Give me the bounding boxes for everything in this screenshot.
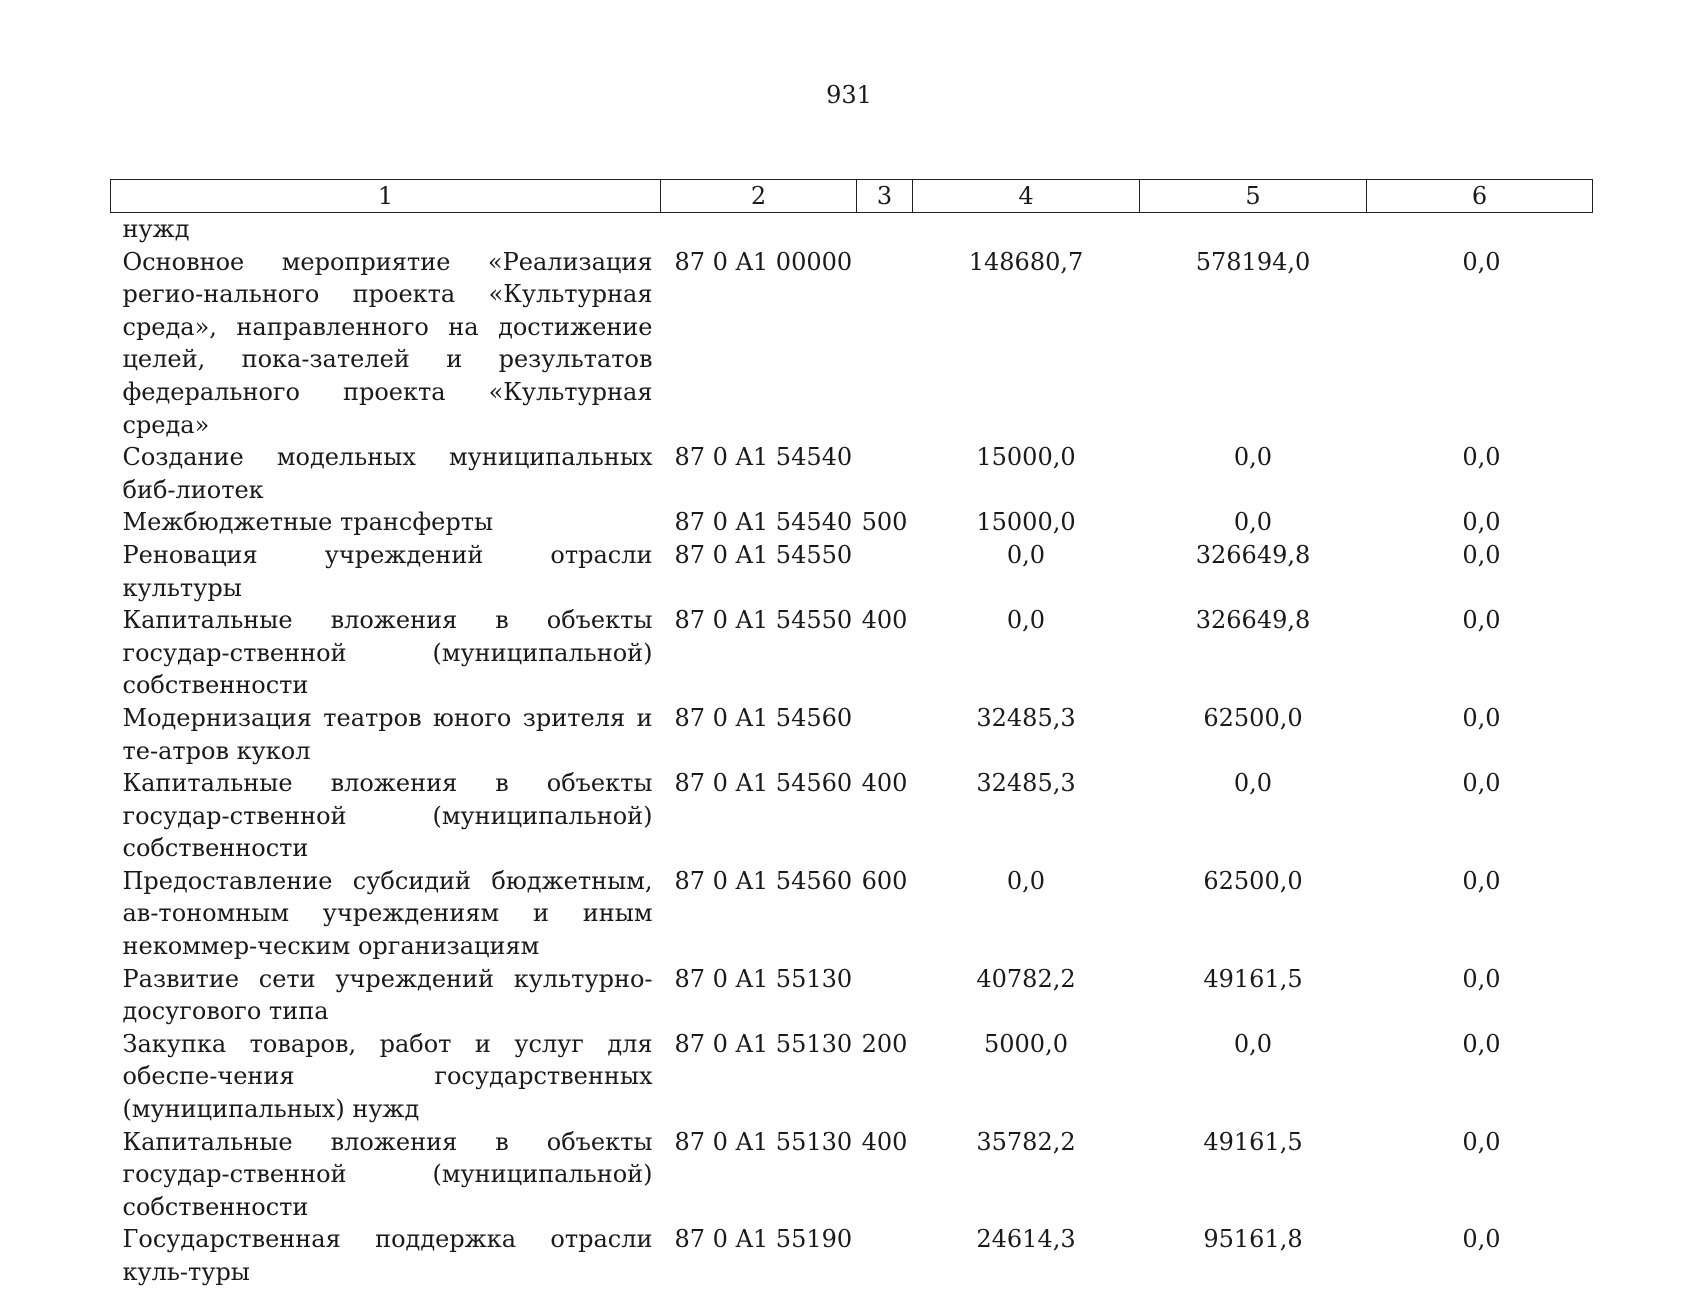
row-code: 87 0 A1 54540	[674, 443, 853, 472]
row-value-col6: 0,0	[1462, 703, 1501, 732]
row-expense-type: 600	[861, 866, 908, 895]
row-value-col4: 32485,3	[976, 769, 1076, 798]
column-header-6: 6	[1367, 180, 1593, 213]
table-row	[111, 506, 1593, 539]
column-header-4: 4	[913, 180, 1140, 213]
row-value-col5: 326649,8	[1195, 540, 1311, 569]
table-row	[111, 767, 1593, 865]
row-value-col6: 0,0	[1462, 1029, 1501, 1058]
row-value-col6: 0,0	[1462, 964, 1501, 993]
row-expense-type	[857, 702, 913, 767]
row-value-col6: 0,0	[1462, 443, 1501, 472]
row-code: 87 0 A1 54550	[674, 540, 853, 569]
row-name: Предоставление субсидий бюджетным, ав-тономным учреждениям и иным некоммер-ческим организациям	[122, 866, 653, 961]
table-row	[111, 1028, 1593, 1126]
row-expense-type	[857, 963, 913, 1028]
row-value-col6: 0,0	[1462, 1225, 1501, 1254]
row-code: 87 0 A1 54560	[674, 703, 853, 732]
page-number: 931	[826, 81, 872, 109]
row-value-col6: 0,0	[1462, 508, 1501, 537]
row-expense-type	[857, 441, 913, 506]
row-value-col6: 0,0	[1462, 866, 1501, 895]
row-expense-type	[857, 539, 913, 604]
column-header-3: 3	[857, 180, 913, 213]
row-value-col4: 35782,2	[976, 1127, 1076, 1156]
row-value-col5: 95161,8	[1203, 1225, 1303, 1254]
row-value-col5: 578194,0	[1195, 247, 1311, 276]
row-name: Капитальные вложения в объекты государ-ственной (муниципальной) собственности	[122, 769, 653, 863]
row-name: Модернизация театров юного зрителя и те-атров кукол	[122, 703, 653, 765]
row-value-col4: 15000,0	[976, 443, 1076, 472]
row-value-col5: 0,0	[1233, 1029, 1273, 1058]
row-expense-type	[857, 1223, 913, 1288]
row-value-col5: 0,0	[1233, 769, 1273, 798]
row-value-col5: 49161,5	[1203, 1127, 1303, 1156]
row-code: 87 0 A1 55130	[674, 1029, 853, 1058]
row-code: 87 0 A1 54550	[674, 606, 853, 635]
row-value-col5: 0,0	[1233, 443, 1273, 472]
row-value-col6: 0,0	[1462, 540, 1501, 569]
column-header-1: 1	[111, 180, 661, 213]
row-expense-type: 400	[861, 769, 908, 798]
row-expense-type: 400	[861, 606, 908, 635]
row-value-col4: 0,0	[1006, 606, 1046, 635]
row-name: Развитие сети учреждений культурно-досугового типа	[122, 964, 653, 1026]
table-row	[111, 539, 1593, 604]
row-code: 87 0 A1 55130	[674, 964, 853, 993]
row-code: 87 0 A1 54540	[674, 508, 853, 537]
row-value-col5: 62500,0	[1203, 866, 1303, 895]
header-row	[111, 180, 1593, 213]
table-body	[111, 213, 1593, 1289]
row-expense-type	[857, 246, 913, 442]
row-value-col5: 326649,8	[1195, 606, 1311, 635]
row-name: Реновация учреждений отрасли культуры	[122, 540, 653, 602]
row-value-col4: 0,0	[1006, 866, 1046, 895]
row-code: 87 0 A1 54560	[674, 769, 853, 798]
row-value-col6: 0,0	[1462, 769, 1501, 798]
table-row	[111, 865, 1593, 963]
row-name: Создание модельных муниципальных биб-лиотек	[122, 443, 653, 504]
table-row	[111, 963, 1593, 1028]
row-expense-type: 400	[861, 1127, 908, 1156]
continuation-text: нужд	[122, 215, 190, 243]
row-value-col4: 0,0	[1006, 540, 1046, 569]
row-value-col4: 32485,3	[976, 703, 1076, 732]
row-value-col4: 40782,2	[976, 964, 1076, 993]
row-value-col4: 5000,0	[984, 1029, 1068, 1058]
budget-table	[110, 179, 1593, 1289]
table-row	[111, 441, 1593, 506]
table-row	[111, 702, 1593, 767]
table-row	[111, 1223, 1593, 1288]
table-row	[111, 604, 1593, 702]
row-code: 87 0 A1 00000	[674, 247, 853, 276]
row-value-col6: 0,0	[1462, 247, 1501, 276]
table-header	[111, 180, 1593, 213]
row-code: 87 0 A1 54560	[674, 866, 853, 895]
row-name: Межбюджетные трансферты	[122, 508, 494, 537]
table-row	[111, 246, 1593, 442]
row-value-col5: 49161,5	[1203, 964, 1303, 993]
column-header-2: 2	[661, 180, 857, 213]
row-name: Капитальные вложения в объекты государ-ственной (муниципальной) собственности	[122, 606, 653, 700]
column-header-5: 5	[1140, 180, 1367, 213]
table-row	[111, 1126, 1593, 1224]
row-value-col4: 24614,3	[976, 1225, 1076, 1254]
row-value-col5: 62500,0	[1203, 703, 1303, 732]
row-value-col4: 148680,7	[968, 247, 1084, 276]
row-value-col4: 15000,0	[976, 508, 1076, 537]
row-value-col5: 0,0	[1233, 508, 1273, 537]
continuation-row	[111, 213, 1593, 246]
row-expense-type: 500	[861, 508, 908, 537]
row-name: Основное мероприятие «Реализация регио-нального проекта «Культурная среда», направленного на достижение целей, пока-зателей и результатов федерального проекта «Культурная среда»	[122, 247, 653, 439]
row-name: Государственная поддержка отрасли куль-туры	[122, 1225, 653, 1286]
row-value-col6: 0,0	[1462, 606, 1501, 635]
row-name: Закупка товаров, работ и услуг для обеспе-чения государственных (муниципальных) нужд	[122, 1029, 653, 1124]
row-code: 87 0 A1 55130	[674, 1127, 853, 1156]
row-expense-type: 200	[861, 1029, 908, 1058]
row-name: Капитальные вложения в объекты государ-ственной (муниципальной) собственности	[122, 1127, 653, 1221]
row-value-col6: 0,0	[1462, 1127, 1501, 1156]
row-code: 87 0 A1 55190	[674, 1225, 853, 1254]
